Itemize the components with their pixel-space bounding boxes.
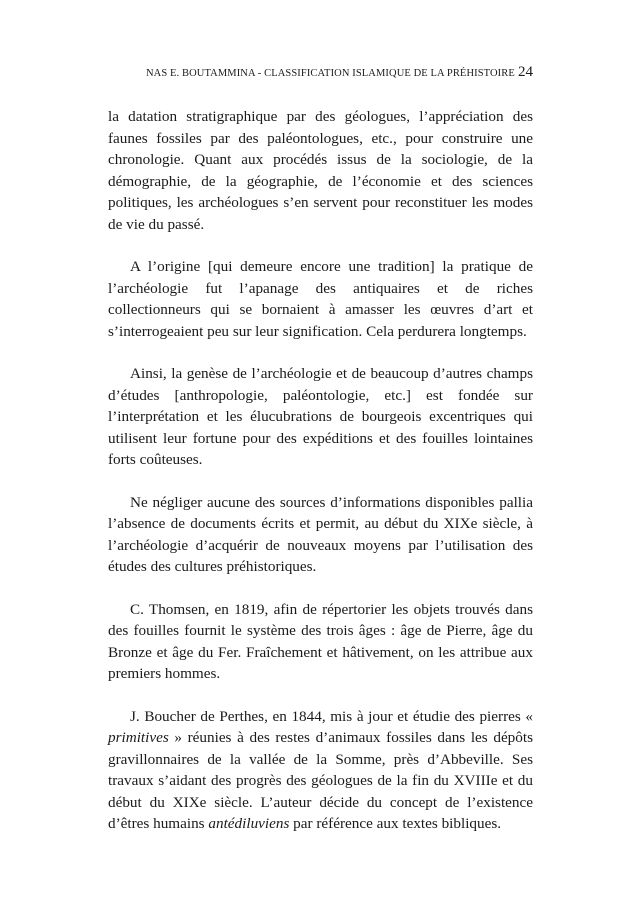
page-number: 24: [518, 64, 533, 80]
body-text: [108, 106, 533, 856]
paragraph-6-text-middle: » réunies à des restes d’animaux fossiles dans les dépôts gravillonnaires de la vallée de la Somme, près d’Abbeville. Ses travaux s’aidant des progrès des géologues de la fin du XVIIIe et du début du XIXe siècle. L’auteur décide du concept de l’existence d’êtres humains: [108, 729, 533, 832]
running-title: NAS E. BOUTAMMINA - CLASSIFICATION ISLAMIQUE DE LA PRÉHISTOIRE: [146, 68, 515, 79]
running-header: [108, 66, 533, 86]
paragraph-6-text-end: par référence aux textes bibliques.: [289, 815, 502, 832]
paragraph-4: Ne négliger aucune des sources d’informations disponibles pallia l’absence de documents écrits et permit, au début du XIXe siècle, à l’archéologie d’acquérir de nouveaux moyens par l’utilisation des études des cultures préhistoriques.: [108, 493, 533, 575]
paragraph-1: la datation stratigraphique par des géologues, l’appréciation des faunes fossiles par des paléontologues, etc., pour construire une chronologie. Quant aux procédés issus de la sociologie, de la démographie, de la géographie, de l’économie et des sciences politiques, les archéologues s’en servent pour reconstituer les modes de vie du passé.: [108, 108, 533, 233]
paragraph-6: [108, 706, 533, 835]
italic-term-antediluviens: antédiluviens: [208, 815, 290, 832]
paragraph-6-text-start: J. Boucher de Perthes, en 1844, mis à jour et étudie des pierres «: [130, 707, 533, 725]
paragraph-2: A l’origine [qui demeure encore une tradition] la pratique de l’archéologie fut l’apanage des antiquaires et de riches collectionneurs qui se bornaient à amasser les œuvres d’art et s’interrogeaient peu sur leur signification. Cela perdurera longtemps.: [108, 258, 533, 340]
paragraph-3: Ainsi, la genèse de l’archéologie et de beaucoup d’autres champs d’études [anthropologie, paléontologie, etc.] est fondée sur l’interprétation et les élucubrations de bourgeois excentriques qui utilisent leur fortune pour des expéditions et des fouilles lointaines forts coûteuses.: [108, 365, 533, 468]
italic-term-primitives: primitives: [108, 729, 169, 746]
paragraph-5: C. Thomsen, en 1819, afin de répertorier les objets trouvés dans des fouilles fournit le système des trois âges : âge de Pierre, âge du Bronze et âge du Fer. Fraîchement et hâtivement, on les attribue aux premiers hommes.: [108, 600, 533, 682]
